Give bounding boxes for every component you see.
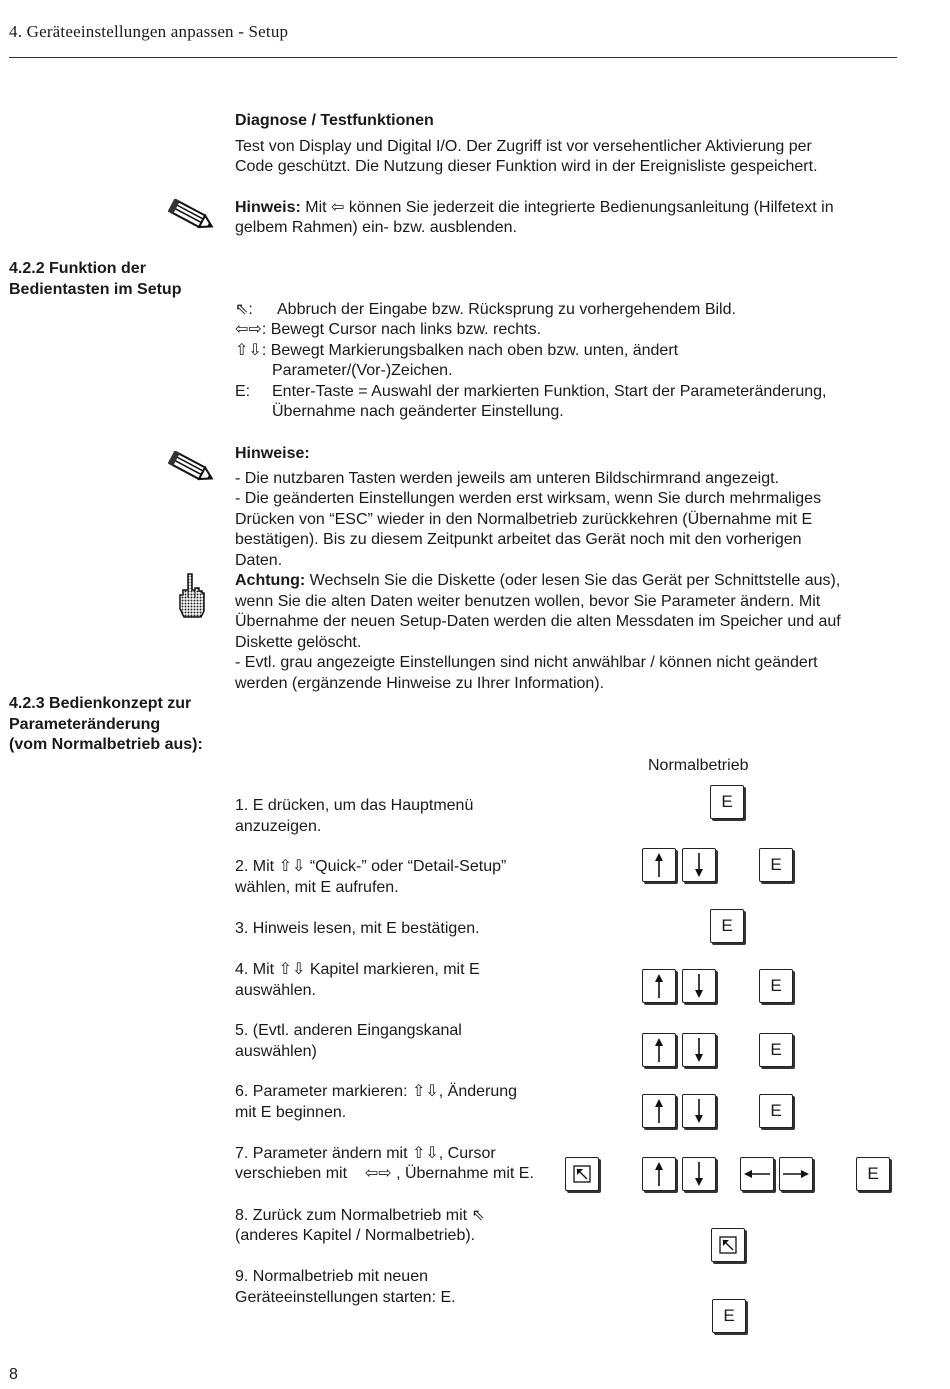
step-9-line-2: Geräteeinstellungen starten: E.	[235, 1289, 456, 1306]
key-up-button[interactable]	[642, 969, 676, 1003]
achtung-line-4: Diskette gelöscht.	[235, 634, 362, 651]
diagnose-heading: Diagnose / Testfunktionen	[235, 112, 434, 129]
key-e-symbol: E:	[235, 383, 251, 400]
hinweise-line-2: - Die geänderten Einstellungen werden erst wirksam, wenn Sie durch mehrmaliges	[235, 490, 822, 507]
arrow-up-icon	[652, 1098, 666, 1124]
key-e-button[interactable]: E	[856, 1157, 890, 1191]
key-lr-line: ⇦⇨: Bewegt Cursor nach links bzw. rechts.	[235, 321, 542, 338]
key-ud-text-2: Parameter/(Vor-)Zeichen.	[272, 362, 453, 379]
key-esc-button[interactable]	[565, 1157, 599, 1191]
key-esc-button[interactable]	[711, 1228, 745, 1262]
step-1-line-1: 1. E drücken, um das Hauptmenü	[235, 797, 474, 814]
key-esc-symbol: ⇖:	[235, 301, 253, 318]
key-up-button[interactable]	[642, 1033, 676, 1067]
evtl-line-2: werden (ergänzende Hinweise zu Ihrer Information).	[235, 675, 605, 692]
arrow-up-icon	[652, 1037, 666, 1063]
arrow-up-icon	[652, 852, 666, 878]
step-3-line-1: 3. Hinweis lesen, mit E bestätigen.	[235, 920, 480, 937]
hinweise-line-3: Drücken von “ESC” wieder in den Normalbetrieb zurückkehren (Übernahme mit E	[235, 511, 813, 528]
key-up-button[interactable]	[642, 1094, 676, 1128]
achtung-label: Achtung:	[235, 572, 306, 589]
key-down-button[interactable]	[682, 1094, 716, 1128]
section-422-title-2: Bedientasten im Setup	[9, 281, 182, 298]
arrow-down-icon	[692, 1098, 706, 1124]
key-e-button[interactable]: E	[710, 785, 744, 819]
step-9-line-1: 9. Normalbetrieb mit neuen	[235, 1268, 428, 1285]
step-8-line-2: (anderes Kapitel / Normalbetrieb).	[235, 1227, 476, 1244]
normalbetrieb-label: Normalbetrieb	[648, 757, 749, 774]
step-4-line-2: auswählen.	[235, 982, 316, 999]
step-5-line-1: 5. (Evtl. anderen Eingangskanal	[235, 1022, 462, 1039]
achtung-line-2: wenn Sie die alten Daten weiter benutzen wollen, bevor Sie Parameter ändern. Mit	[235, 593, 821, 610]
step-6-line-1: 6. Parameter markieren: ⇧⇩, Änderung	[235, 1083, 518, 1100]
hinweise-line-1: - Die nutzbaren Tasten werden jeweils am unteren Bildschirmrand angezeigt.	[235, 470, 779, 487]
step-6-line-2: mit E beginnen.	[235, 1104, 347, 1121]
escape-icon	[719, 1236, 737, 1254]
running-header: 4. Geräteeinstellungen anpassen - Setup	[9, 22, 289, 41]
escape-icon	[573, 1165, 591, 1183]
step-7-line-2: verschieben mit ⇦⇨ , Übernahme mit E.	[235, 1165, 534, 1182]
step-1-line-2: anzuzeigen.	[235, 818, 322, 835]
step-4-line-1: 4. Mit ⇧⇩ Kapitel markieren, mit E	[235, 961, 480, 978]
page-number: 8	[9, 1366, 18, 1383]
key-e-text-2: Übernahme nach geänderter Einstellung.	[272, 403, 564, 420]
diagnose-text-2: Code geschützt. Die Nutzung dieser Funktion wird in der Ereignisliste gespeichert.	[235, 158, 818, 175]
key-down-button[interactable]	[682, 1157, 716, 1191]
arrow-up-icon	[652, 1161, 666, 1187]
pencil-icon	[168, 199, 218, 240]
section-423-title-3: (vom Normalbetrieb aus):	[9, 736, 203, 753]
arrow-left-icon	[743, 1167, 771, 1181]
section-423-title-2: Parameteränderung	[9, 716, 161, 733]
hand-icon	[178, 572, 206, 629]
step-5-line-2: auswählen)	[235, 1043, 317, 1060]
arrow-down-icon	[692, 1037, 706, 1063]
key-e-button[interactable]: E	[759, 848, 793, 882]
hinweise-line-4: bestätigen). Bis zu diesem Zeitpunkt arbeitet das Gerät noch mit den vorherigen	[235, 531, 802, 548]
arrow-right-icon	[782, 1167, 810, 1181]
hinweise-heading: Hinweise:	[235, 445, 310, 462]
hinweise-line-5: Daten.	[235, 552, 283, 569]
key-e-button[interactable]: E	[710, 909, 744, 943]
key-right-button[interactable]	[779, 1157, 813, 1191]
key-down-button[interactable]	[682, 848, 716, 882]
key-e-button[interactable]: E	[759, 1033, 793, 1067]
key-ud-line: ⇧⇩: Bewegt Markierungsbalken nach oben bzw. unten, ändert	[235, 342, 679, 359]
key-up-button[interactable]	[642, 848, 676, 882]
step-2-line-1: 2. Mit ⇧⇩ “Quick-” oder “Detail-Setup”	[235, 858, 507, 875]
diagnose-text-1: Test von Display und Digital I/O. Der Zugriff ist vor versehentlicher Aktivierung per	[235, 138, 812, 155]
step-7-line-1: 7. Parameter ändern mit ⇧⇩, Cursor	[235, 1145, 496, 1162]
arrow-down-icon	[692, 1161, 706, 1187]
achtung-line-1: Achtung: Wechseln Sie die Diskette (oder lesen Sie das Gerät per Schnittstelle aus),	[235, 572, 841, 589]
hinweis-label: Hinweis:	[235, 199, 301, 216]
hinweis-text-2: gelbem Rahmen) ein- bzw. ausblenden.	[235, 219, 517, 236]
arrow-down-icon	[692, 973, 706, 999]
key-e-button[interactable]: E	[759, 1094, 793, 1128]
achtung-line-3: Übernahme der neuen Setup-Daten werden die alten Messdaten im Speicher und auf	[235, 613, 841, 630]
step-8-line-1: 8. Zurück zum Normalbetrieb mit ⇖	[235, 1207, 485, 1224]
key-esc-text: Abbruch der Eingabe bzw. Rücksprung zu vorhergehendem Bild.	[277, 301, 736, 318]
key-down-button[interactable]	[682, 969, 716, 1003]
arrow-up-icon	[652, 973, 666, 999]
header-rule	[9, 57, 897, 58]
key-e-button[interactable]: E	[712, 1299, 746, 1333]
arrow-down-icon	[692, 852, 706, 878]
key-down-button[interactable]	[682, 1033, 716, 1067]
key-e-button[interactable]: E	[759, 969, 793, 1003]
key-up-button[interactable]	[642, 1157, 676, 1191]
section-422-title-1: 4.2.2 Funktion der	[9, 260, 146, 277]
key-e-text-1: Enter-Taste = Auswahl der markierten Funktion, Start der Parameteränderung,	[272, 383, 827, 400]
pencil-icon	[168, 451, 218, 492]
evtl-line-1: - Evtl. grau angezeigte Einstellungen sind nicht anwählbar / können nicht geändert	[235, 654, 818, 671]
section-423-title-1: 4.2.3 Bedienkonzept zur	[9, 695, 192, 712]
key-left-button[interactable]	[740, 1157, 774, 1191]
hinweis-text-1: Hinweis: Mit ⇦ können Sie jederzeit die integrierte Bedienungsanleitung (Hilfetext in	[235, 199, 834, 216]
step-2-line-2: wählen, mit E aufrufen.	[235, 879, 399, 896]
